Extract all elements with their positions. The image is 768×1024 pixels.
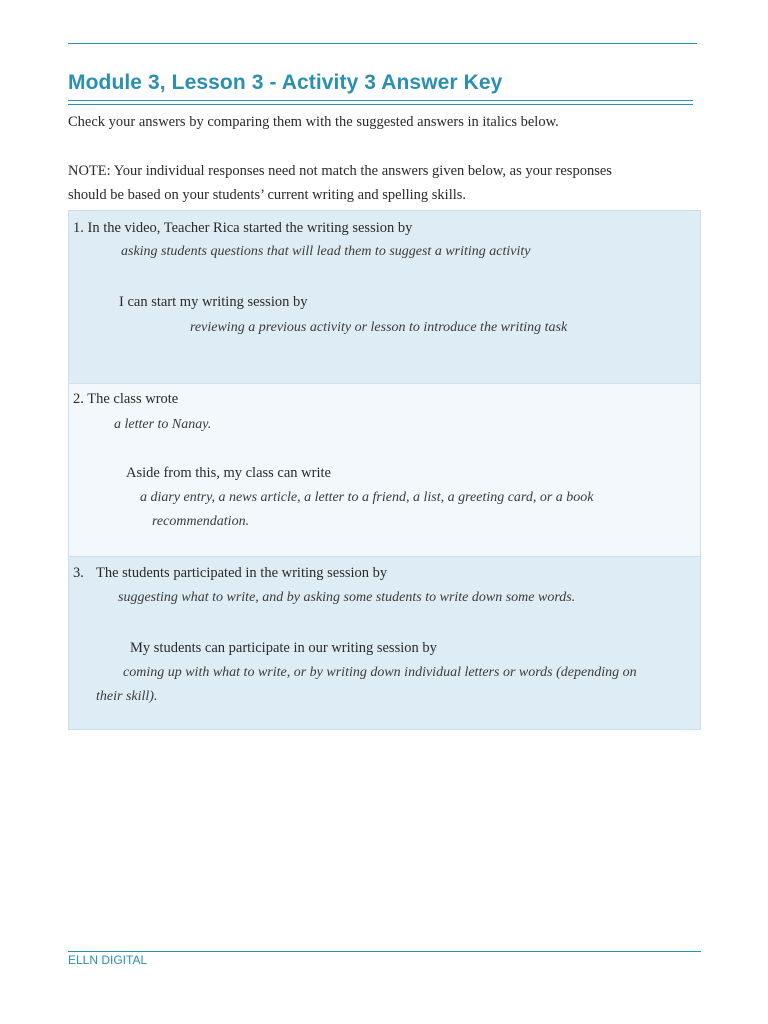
answer-row-3 bbox=[69, 557, 701, 730]
footer-text: ELLN DIGITAL bbox=[68, 953, 148, 967]
followup-2: Aside from this, my class can write bbox=[126, 465, 331, 481]
followup-answer-3-line-1: coming up with what to write, or by writing down individual letters or words (depending on bbox=[123, 665, 637, 680]
followup-3: My students can participate in our writing session by bbox=[130, 640, 437, 656]
question-3: The students participated in the writing session by bbox=[96, 565, 388, 581]
answer-3: suggesting what to write, and by asking some students to write down some words. bbox=[118, 590, 576, 605]
question-3-number: 3. bbox=[73, 565, 84, 581]
note-line-1: NOTE: Your individual responses need not match the answers given below, as your responses bbox=[68, 163, 612, 179]
followup-answer-1: reviewing a previous activity or lesson to introduce the writing task bbox=[190, 320, 568, 335]
answer-table bbox=[68, 210, 701, 730]
note-line-2: should be based on your students’ current writing and spelling skills. bbox=[68, 187, 467, 203]
footer-rule bbox=[68, 951, 701, 952]
followup-answer-2-line-1: a diary entry, a news article, a letter to a friend, a list, a greeting card, or a book bbox=[140, 490, 594, 505]
title-underline-2 bbox=[68, 104, 693, 105]
header-rule bbox=[68, 43, 697, 44]
title-underline-1 bbox=[68, 100, 693, 101]
followup-1: I can start my writing session by bbox=[119, 294, 308, 310]
followup-answer-3-line-2: their skill). bbox=[96, 689, 158, 704]
answer-row-2 bbox=[69, 384, 701, 557]
answer-row-1 bbox=[69, 211, 701, 384]
question-1: 1. In the video, Teacher Rica started the writing session by bbox=[73, 220, 413, 236]
followup-answer-2-line-2: recommendation. bbox=[152, 514, 250, 529]
intro-text: Check your answers by comparing them with the suggested answers in italics below. bbox=[68, 114, 559, 130]
answer-2: a letter to Nanay. bbox=[114, 417, 212, 432]
answer-1: asking students questions that will lead them to suggest a writing activity bbox=[121, 244, 531, 259]
question-2: 2. The class wrote bbox=[73, 391, 179, 407]
page-title: Module 3, Lesson 3 - Activity 3 Answer Key bbox=[68, 71, 503, 94]
